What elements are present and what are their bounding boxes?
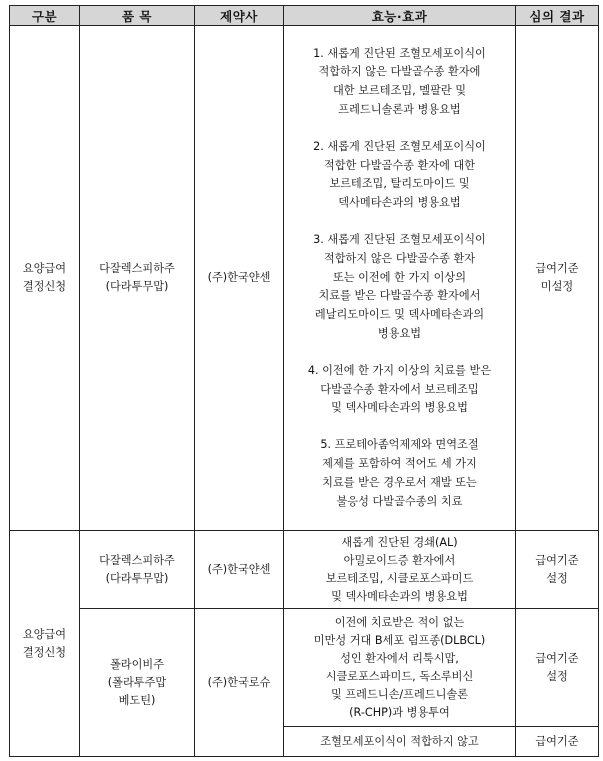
product-line: 베도틴)	[118, 693, 156, 707]
header-product: 품 목	[80, 6, 195, 26]
effect-line: 또는 이전에 한 가지 이상의	[332, 270, 467, 284]
effect-item-5	[284, 436, 515, 511]
effect-line: 2. 새롭게 진단된 조혈모세포이식이	[313, 139, 486, 153]
product-line: (다라투무맙)	[105, 280, 169, 293]
table-row	[10, 531, 599, 609]
result-line: 급여기준	[535, 651, 579, 665]
product-line: 다잘렉스피하주	[99, 262, 175, 275]
header-category: 구분	[10, 6, 80, 26]
result-cell	[516, 727, 599, 757]
header-row	[10, 6, 599, 26]
effect-line: 보르테조밉, 탈리도마이드 및	[329, 177, 470, 191]
effect-line: 다발골수종 환자에서 보르테조밉	[320, 382, 479, 396]
category-line: 결정신청	[22, 280, 67, 293]
result-cell	[516, 26, 599, 531]
product-line: 다잘렉스피하주	[99, 553, 175, 567]
effect-line: 제제를 포함하여 적어도 세 가지	[322, 456, 477, 470]
effect-line: 새롭게 진단된 경쇄(AL)	[341, 535, 458, 549]
result-line: 급여기준	[535, 734, 579, 748]
effect-cell	[284, 26, 516, 531]
company-cell: (주)한국얀센	[195, 26, 284, 531]
product-line: (다라투무맙)	[105, 571, 169, 585]
effect-line: 4. 이전에 한 가지 이상의 치료를 받은	[307, 363, 492, 377]
review-results-table	[9, 5, 599, 757]
effect-line: 적합한 다발골수종 환자에 대한	[323, 158, 476, 172]
effect-line: 보르테조밉, 시클로포스파미드	[325, 571, 474, 585]
effect-item-1	[284, 45, 515, 120]
effect-line: 대한 보르테조밉, 멜팔란 및	[332, 84, 467, 98]
effect-item-4	[284, 362, 515, 418]
effect-line: (R-CHP)과 병용투여	[349, 705, 450, 719]
category-line: 결정신청	[22, 645, 67, 659]
effect-line: 미만성 거대 B세포 림프종(DLBCL)	[313, 633, 486, 647]
product-line: (폴라투주맙	[107, 675, 167, 689]
result-line: 설정	[546, 669, 568, 683]
effect-cell	[284, 531, 516, 609]
effect-line: 성인 환자에서 리툭시맙,	[340, 651, 459, 665]
effect-line: 치료를 받은 경우로서 재발 또는	[322, 475, 477, 489]
product-cell	[80, 26, 195, 531]
effect-line: 적합하지 않은 다발골수종 환자	[323, 251, 476, 265]
result-line: 급여기준	[535, 553, 579, 567]
effect-line: 및 프레드니손/프레드니솔론	[330, 687, 468, 701]
effect-item-2	[284, 138, 515, 213]
effect-line: 레날리도마이드 및 덱사메타손과의	[314, 308, 485, 322]
result-cell	[516, 609, 599, 727]
header-effect: 효능·효과	[284, 6, 516, 26]
effect-line: 1. 새롭게 진단된 조혈모세포이식이	[313, 46, 486, 60]
company-cell: (주)한국로슈	[195, 609, 284, 757]
company-cell: (주)한국얀센	[195, 531, 284, 609]
result-line: 미설정	[540, 280, 574, 293]
product-line: 폴라이비주	[109, 657, 165, 671]
effect-line: 치료를 받은 다발골수종 환자에서	[318, 289, 481, 303]
category-cell	[10, 531, 80, 757]
effect-line: 이전에 치료받은 적이 없는	[334, 615, 465, 629]
effect-line: 조혈모세포이식이 적합하지 않고	[320, 734, 479, 748]
effect-cell	[284, 609, 516, 727]
effect-line: 5. 프로테아좀억제제와 면역조절	[320, 438, 479, 452]
category-cell	[10, 26, 80, 531]
effect-line: 및 덱사메타손과의 병용요법	[331, 589, 468, 603]
product-cell	[80, 531, 195, 609]
header-company: 제약사	[195, 6, 284, 26]
result-line: 급여기준	[535, 262, 579, 275]
effect-line: 적합하지 않은 다발골수종 환자에	[318, 65, 481, 79]
category-line: 요양급여	[22, 262, 67, 275]
effect-line: 덱사메타손과의 병용요법	[338, 196, 461, 210]
table-row	[10, 609, 599, 727]
table-row	[10, 26, 599, 531]
effect-line: 아밀로이드증 환자에서	[343, 553, 456, 567]
effect-line: 시클로포스파미드, 독소루비신	[325, 669, 474, 683]
effect-line: 프레드니솔론과 병용요법	[338, 103, 461, 117]
effect-cell	[284, 727, 516, 757]
effect-line: 3. 새롭게 진단된 조혈모세포이식이	[313, 233, 486, 246]
header-result: 심의 결과	[516, 6, 599, 26]
result-line: 설정	[546, 571, 568, 585]
result-cell	[516, 531, 599, 609]
effect-line: 불응성 다발골수종의 치료	[336, 494, 463, 508]
effect-line: 병용요법	[377, 326, 422, 340]
effect-line: 및 덱사메타손과의 병용요법	[331, 401, 468, 415]
category-line: 요양급여	[22, 627, 67, 641]
effect-item-3	[284, 231, 515, 344]
product-cell	[80, 609, 195, 757]
